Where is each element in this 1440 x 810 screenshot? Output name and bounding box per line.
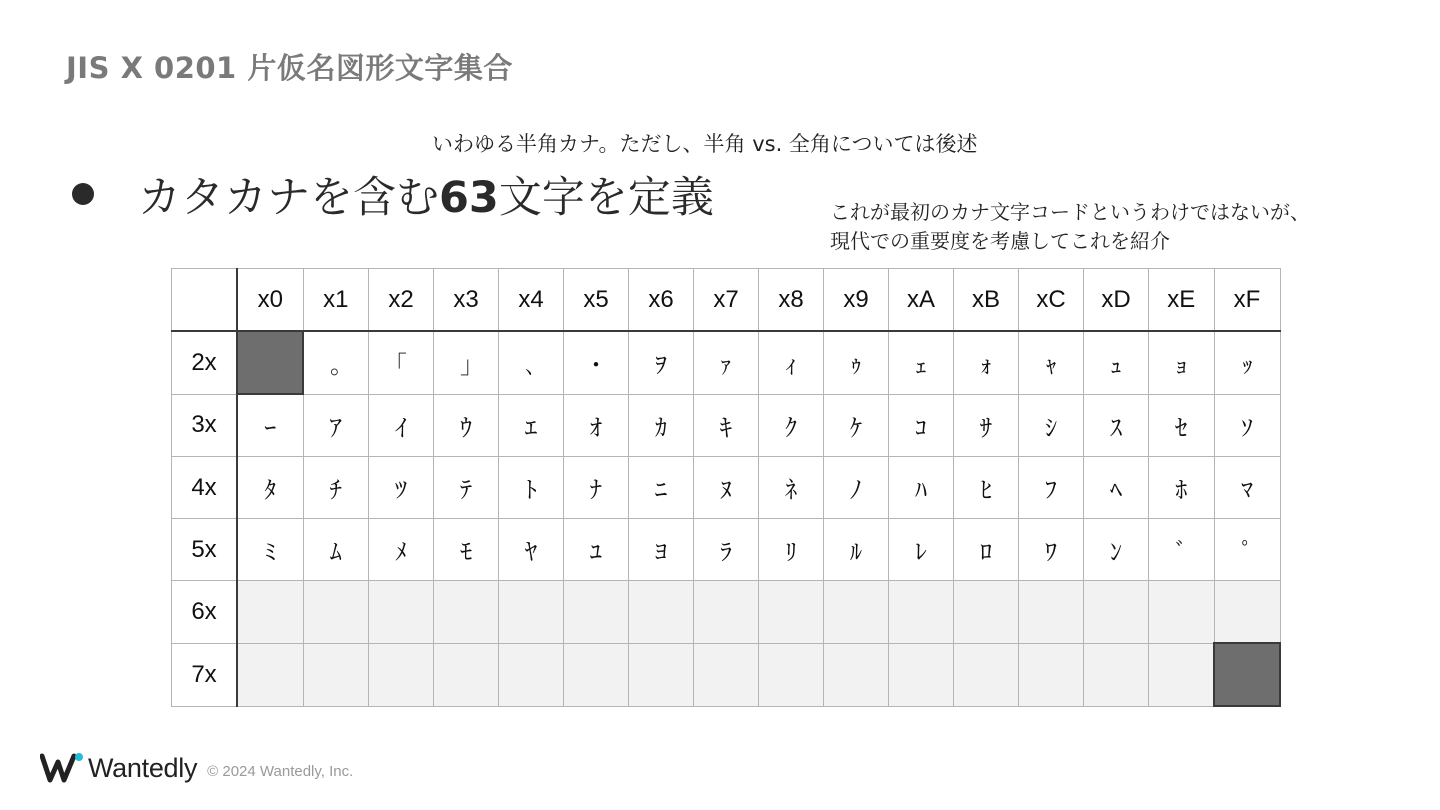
row-header-6x: 6x	[172, 581, 238, 644]
bullet-text-after: 文字を定義	[498, 172, 714, 223]
kana-cell: ｰ	[237, 394, 303, 457]
reserved-cell	[1214, 643, 1280, 706]
kana-cell: ﾟ	[1214, 519, 1280, 581]
logo-wordmark: Wantedly	[88, 752, 198, 783]
column-header-xC: xC	[1019, 269, 1084, 332]
column-header-x2: x2	[369, 269, 434, 332]
kana-cell: ﾃ	[434, 457, 499, 519]
reserved-cell	[237, 331, 303, 394]
wantedly-logo-icon	[40, 752, 84, 784]
column-header-xE: xE	[1149, 269, 1215, 332]
column-header-x8: x8	[759, 269, 824, 332]
kana-cell: ｯ	[1214, 331, 1280, 394]
column-header-xD: xD	[1084, 269, 1149, 332]
column-header-x0: x0	[237, 269, 303, 332]
unassigned-cell	[237, 643, 303, 706]
column-header-xF: xF	[1214, 269, 1280, 332]
row-header-4x: 4x	[172, 457, 238, 519]
kana-cell: ｩ	[824, 331, 889, 394]
bullet-dot-icon	[72, 183, 94, 205]
unassigned-cell	[499, 643, 564, 706]
kana-cell: ﾒ	[369, 519, 434, 581]
kana-cell: ｣	[434, 331, 499, 394]
unassigned-cell	[824, 643, 889, 706]
kana-cell: ｱ	[303, 394, 369, 457]
kana-cell: ﾈ	[759, 457, 824, 519]
kana-cell: ｫ	[954, 331, 1019, 394]
table-row	[172, 643, 1281, 706]
column-header-x3: x3	[434, 269, 499, 332]
side-note-line-2: 現代での重要度を考慮してこれを紹介	[830, 229, 1170, 253]
row-header-3x: 3x	[172, 394, 238, 457]
unassigned-cell	[434, 581, 499, 644]
table-row	[172, 331, 1281, 394]
kana-cell: ﾏ	[1214, 457, 1280, 519]
unassigned-cell	[1019, 643, 1084, 706]
unassigned-cell	[954, 643, 1019, 706]
kana-cell: ﾊ	[889, 457, 954, 519]
unassigned-cell	[694, 581, 759, 644]
kana-cell: ｹ	[824, 394, 889, 457]
kana-cell: ｢	[369, 331, 434, 394]
kana-cell: ﾀ	[237, 457, 303, 519]
kana-cell: ﾓ	[434, 519, 499, 581]
kana-cell: ﾂ	[369, 457, 434, 519]
kana-cell: ﾙ	[824, 519, 889, 581]
kana-cell: ｡	[303, 331, 369, 394]
table-row	[172, 394, 1281, 457]
row-header-7x: 7x	[172, 643, 238, 706]
kana-cell: ﾜ	[1019, 519, 1084, 581]
column-header-x5: x5	[564, 269, 629, 332]
column-header-x6: x6	[629, 269, 694, 332]
bullet-item	[72, 164, 714, 224]
kana-cell: ｭ	[1084, 331, 1149, 394]
unassigned-cell	[1214, 581, 1280, 644]
kana-cell: ﾋ	[954, 457, 1019, 519]
unassigned-cell	[434, 643, 499, 706]
kana-cell: ﾝ	[1084, 519, 1149, 581]
bullet-text-number: 63	[439, 172, 499, 223]
kana-cell: ｽ	[1084, 394, 1149, 457]
kana-cell: ﾘ	[759, 519, 824, 581]
unassigned-cell	[694, 643, 759, 706]
column-header-xA: xA	[889, 269, 954, 332]
kana-cell: ｬ	[1019, 331, 1084, 394]
kana-cell: ﾎ	[1149, 457, 1215, 519]
kana-cell: ﾅ	[564, 457, 629, 519]
kana-cell: ﾍ	[1084, 457, 1149, 519]
kana-cell: ｾ	[1149, 394, 1215, 457]
kana-cell: ﾞ	[1149, 519, 1215, 581]
kana-cell: ｳ	[434, 394, 499, 457]
kana-cell: ｨ	[759, 331, 824, 394]
subnote: いわゆる半角カナ。ただし、半角 vs. 全角については後述	[432, 132, 978, 156]
copyright-text: © 2024 Wantedly, Inc.	[207, 762, 354, 780]
kana-cell: ﾖ	[629, 519, 694, 581]
column-header-x9: x9	[824, 269, 889, 332]
unassigned-cell	[499, 581, 564, 644]
side-note-line-1: これが最初のカナ文字コードというわけではないが、	[830, 200, 1310, 224]
unassigned-cell	[1149, 643, 1215, 706]
kana-cell: ｵ	[564, 394, 629, 457]
kana-cell: ｶ	[629, 394, 694, 457]
kana-cell: ｲ	[369, 394, 434, 457]
table-row	[172, 519, 1281, 581]
kana-cell: ｺ	[889, 394, 954, 457]
unassigned-cell	[889, 643, 954, 706]
bullet-text	[138, 164, 714, 225]
kana-cell: ｪ	[889, 331, 954, 394]
kana-cell: ｿ	[1214, 394, 1280, 457]
row-header-2x: 2x	[172, 331, 238, 394]
kana-cell: ﾚ	[889, 519, 954, 581]
kana-cell: ｴ	[499, 394, 564, 457]
table-corner-cell	[172, 269, 238, 332]
kana-cell: ｸ	[759, 394, 824, 457]
kana-cell: ｷ	[694, 394, 759, 457]
side-note	[830, 198, 1310, 256]
table-row	[172, 457, 1281, 519]
kana-cell: ﾔ	[499, 519, 564, 581]
unassigned-cell	[303, 643, 369, 706]
unassigned-cell	[564, 643, 629, 706]
kana-cell: ｮ	[1149, 331, 1215, 394]
unassigned-cell	[1019, 581, 1084, 644]
column-header-xB: xB	[954, 269, 1019, 332]
unassigned-cell	[629, 643, 694, 706]
unassigned-cell	[629, 581, 694, 644]
unassigned-cell	[369, 581, 434, 644]
unassigned-cell	[237, 581, 303, 644]
unassigned-cell	[303, 581, 369, 644]
column-header-x4: x4	[499, 269, 564, 332]
kana-cell: ﾇ	[694, 457, 759, 519]
kana-cell: ﾁ	[303, 457, 369, 519]
kana-cell: ﾉ	[824, 457, 889, 519]
kana-cell: ﾐ	[237, 519, 303, 581]
unassigned-cell	[1084, 643, 1149, 706]
kana-cell: ﾌ	[1019, 457, 1084, 519]
kana-cell: ﾆ	[629, 457, 694, 519]
unassigned-cell	[759, 643, 824, 706]
unassigned-cell	[954, 581, 1019, 644]
kana-cell: ﾗ	[694, 519, 759, 581]
unassigned-cell	[369, 643, 434, 706]
unassigned-cell	[759, 581, 824, 644]
kana-cell: ﾛ	[954, 519, 1019, 581]
column-header-x7: x7	[694, 269, 759, 332]
kana-cell: ﾑ	[303, 519, 369, 581]
kana-code-table	[171, 268, 1281, 707]
kana-cell: ･	[564, 331, 629, 394]
table-row	[172, 581, 1281, 644]
table-header-row	[172, 269, 1281, 332]
column-header-x1: x1	[303, 269, 369, 332]
slide-title: JIS X 0201 片仮名図形文字集合	[66, 51, 513, 85]
kana-cell: ､	[499, 331, 564, 394]
bullet-text-before: カタカナを含む	[138, 172, 439, 223]
kana-cell: ｼ	[1019, 394, 1084, 457]
kana-cell: ｦ	[629, 331, 694, 394]
unassigned-cell	[824, 581, 889, 644]
unassigned-cell	[564, 581, 629, 644]
kana-cell: ｻ	[954, 394, 1019, 457]
row-header-5x: 5x	[172, 519, 238, 581]
kana-cell: ﾕ	[564, 519, 629, 581]
unassigned-cell	[889, 581, 954, 644]
kana-cell: ﾄ	[499, 457, 564, 519]
footer	[40, 752, 353, 784]
unassigned-cell	[1084, 581, 1149, 644]
unassigned-cell	[1149, 581, 1215, 644]
kana-cell: ｧ	[694, 331, 759, 394]
